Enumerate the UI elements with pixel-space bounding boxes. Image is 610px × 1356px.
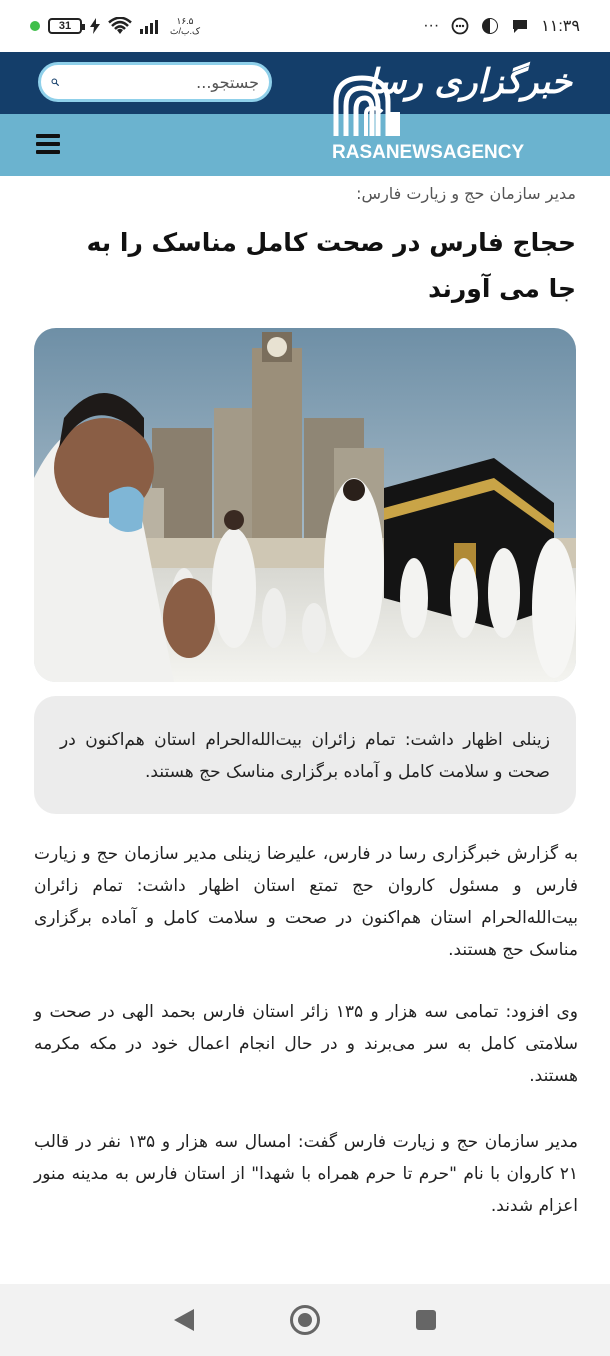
clock: ۱۱:۳۹ [541,18,580,35]
status-left [30,16,200,36]
charging-icon [90,18,100,34]
article-paragraph: مدیر سازمان حج و زیارت فارس گفت: امسال سه هزار و ۱۳۵ نفر در قالب ۲۱ کاروان با نام "حرم تا حرم همراه با شهدا" از استان فارس به مدینه منور اعزام شدند. [34,1132,578,1216]
status-right [423,16,580,36]
system-nav-bar [0,1284,610,1356]
wifi-icon [108,17,132,35]
home-icon-dot [298,1313,312,1327]
network-speed-unit: ک.ب/ث [170,26,201,36]
article-content [8,176,602,1284]
menu-icon-bar [36,142,60,146]
search-box[interactable] [38,62,272,102]
status-bar [0,0,610,52]
message-icon [511,17,529,35]
kaaba-pilgrims-illustration [34,328,576,682]
recent-apps-icon[interactable] [416,1310,436,1330]
menu-button[interactable] [36,134,60,154]
signal-icon [140,18,162,34]
home-icon[interactable] [290,1305,320,1335]
article-title: حجاج فارس در صحت کامل مناسک را به جا می آورند [86,228,576,303]
imo-icon [451,17,469,35]
logo-persian-text: خبرگزاری رسا [367,62,572,102]
notification-dot-icon [30,21,40,31]
network-speed-value: ۱۶.۵ [176,16,194,26]
app-notification-icon [481,17,499,35]
article-kicker: مدیر سازمان حج و زیارت فارس: [356,184,576,203]
search-input[interactable] [59,73,259,92]
site-logo[interactable] [332,58,572,168]
article-paragraph: وی افزود: تمامی سه هزار و ۱۳۵ زائر استان فارس بحمد الهی در صحت و سلامتی کامل به سر می‌برند و در حال انجام اعمال خود در مکه مکرمه هستند. [34,1002,578,1086]
article-photo [34,328,576,682]
back-icon[interactable] [174,1309,194,1331]
article-summary: زینلی اظهار داشت: تمام زائران بیت‌الله‌الحرام استان هم‌اکنون در صحت و سلامت کامل و آماده برگزاری مناسک حج هستند. [34,696,576,814]
search-icon[interactable] [51,70,59,94]
battery-level: 31 [58,20,72,32]
menu-icon-bar [36,134,60,138]
battery-icon [48,18,82,34]
more-notifications-icon: ··· [423,17,440,34]
logo-english-text: RASANEWSAGENCY [332,142,525,163]
menu-icon-bar [36,150,60,154]
article-paragraph: به گزارش خبرگزاری رسا در فارس، علیرضا زینلی مدیر سازمان حج و زیارت فارس و مسئول کاروان حج تمتع استان اظهار داشت: تمام زائران بیت‌الله‌الحرام استان هم‌اکنون در صحت و سلامت کامل و آماده برگزاری مناسک حج هستند. [34,844,578,960]
network-speed [170,16,200,36]
